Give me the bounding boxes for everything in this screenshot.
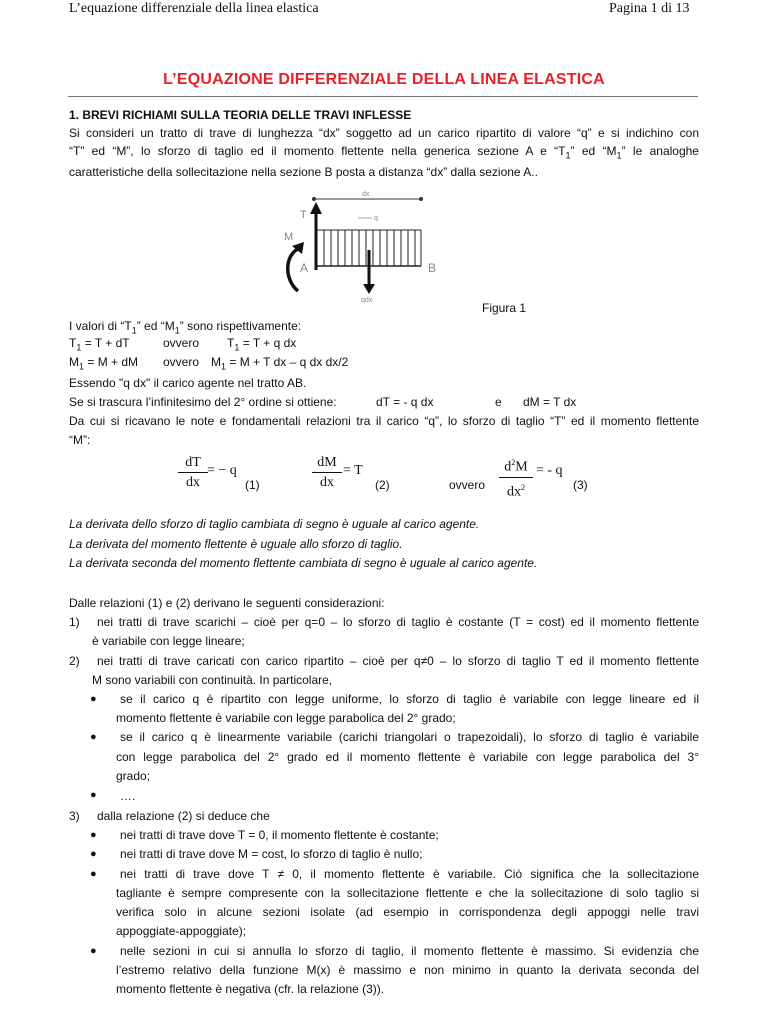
t1-definition: $T_1 = T$ + dT xyxy=(69,336,130,353)
bullet-2-line-2: con legge parabolica del 2° grado ed il momento flettente è variabile con legge parabolica del 3° xyxy=(116,750,699,764)
equation-2-tag: (2) xyxy=(375,478,390,492)
shear-force-arrowhead xyxy=(310,202,322,214)
dx-dimension-end xyxy=(419,197,423,201)
sub-bullet-4-line-2: l’estremo relativo della funzione M(x) è massimo e non minimo in quanto la derivata seconda del xyxy=(116,963,699,977)
and-word: e xyxy=(495,395,502,409)
equation-1-tag: (1) xyxy=(245,478,260,492)
bullet-icon: ● xyxy=(90,829,97,841)
italic-statement-1: La derivata dello sforzo di taglio cambiata di segno è uguale al carico agente. xyxy=(69,517,480,531)
qdx-label: qdx xyxy=(361,297,373,304)
equation-1-fraction: dT dx xyxy=(178,455,208,491)
item-2-line-2: M sono variabili con continuità. In particolare, xyxy=(92,673,333,687)
page-number: Pagina 1 di 13 xyxy=(609,1,690,16)
paragraph-line: “T” ed “M”, lo sforzo di taglio ed il momento flettente nella generica sezione A e “$T_1$” ed “$M_1$” le analoghe xyxy=(69,144,699,161)
sub-bullet-3-line-1: nei tratti di trave dove T ≠ 0, il momento flettente è variabile. Ciò significa che la sollecitazione xyxy=(120,867,699,881)
figure-caption: Figura 1 xyxy=(482,301,527,315)
item-3-line-1: dalla relazione (2) si deduce che xyxy=(97,809,270,823)
item-1-line-2: è variabile con legge lineare; xyxy=(92,634,245,648)
bullet-icon: ● xyxy=(90,945,97,957)
values-intro: I valori di “$T_1$” ed “$M_1$” sono rispettivamente: xyxy=(69,319,302,336)
m1-ovvero: ovvero xyxy=(163,355,200,369)
beam-element-figure xyxy=(280,188,460,308)
equation-2-rhs: = T xyxy=(343,463,363,478)
item-1-line-1: nei tratti di trave scarichi – cioè per q=0 – lo sforzo di taglio è costante (T = cost) ed il momento flettente xyxy=(97,615,699,629)
sub-bullet-1: nei tratti di trave dove T = 0, il momento flettente è costante; xyxy=(120,828,439,842)
essendo-line: Essendo "q dx" il carico agente nel tratto AB. xyxy=(69,376,307,390)
dx-dimension-start xyxy=(312,197,316,201)
equation-2-fraction: dM dx xyxy=(312,455,342,491)
bullet-icon: ● xyxy=(90,848,97,860)
bullet-icon: ● xyxy=(90,789,97,801)
list-number-3: 3) xyxy=(69,809,80,823)
sub-bullet-2: nei tratti di trave dove M = cost, lo sforzo di taglio è nullo; xyxy=(120,847,423,861)
sub-bullet-3-line-4: appoggiate-appoggiate); xyxy=(116,924,247,938)
trascura-line: Se si trascura l’infinitesimo del 2° ordine si ottiene: xyxy=(69,395,337,409)
paragraph-line: Si consideri un tratto di trave di lunghezza “dx” soggetto ad un carico ripartito di valore “q” e si indichino con xyxy=(69,126,699,140)
M-quote: “M”: xyxy=(69,433,91,447)
bullet-3-ellipsis: …. xyxy=(120,789,136,803)
paragraph-line: caratteristiche della sollecitazione nella sezione B posta a distanza “dx” dalla sezione A.. xyxy=(69,165,538,179)
title-rule xyxy=(68,96,698,97)
bullet-icon: ● xyxy=(90,731,97,743)
dacui-line: Da cui si ricavano le note e fondamentali relazioni tra il carico “q”, lo sforzo di taglio “T” ed il momento flettente xyxy=(69,414,699,428)
considerations-intro: Dalle relazioni (1) e (2) derivano le seguenti considerazioni: xyxy=(69,596,385,610)
equations-ovvero: ovvero xyxy=(449,478,486,492)
equation-3-fraction: $d^2M$ $dx^2$ xyxy=(499,455,533,500)
dM-relation: dM = T dx xyxy=(523,395,577,409)
list-number-1: 1) xyxy=(69,615,80,629)
sub-bullet-4-line-1: nelle sezioni in cui si annulla lo sforzo di taglio, il momento flettente è massimo. Si evidenzia che xyxy=(120,944,699,958)
dT-relation: dT = - q dx xyxy=(376,395,434,409)
t1-alternative: $T_1 = T + q$ dx xyxy=(227,336,297,353)
dx-label: dx xyxy=(362,191,370,198)
q-label: q xyxy=(374,215,378,222)
sub-bullet-3-line-2: tagliante è sempre compresente con la sollecitazione flettente e che la sollecitazione di solo taglio si xyxy=(116,886,699,900)
T-label: T xyxy=(300,209,307,221)
moment-arrow xyxy=(288,248,300,291)
document-title: L’EQUAZIONE DIFFERENZIALE DELLA LINEA ELASTICA xyxy=(163,71,605,88)
list-number-2: 2) xyxy=(69,654,80,668)
M-label: M xyxy=(284,231,294,243)
bullet-2-line-3: grado; xyxy=(116,769,151,783)
t1-ovvero: ovvero xyxy=(163,336,200,350)
equation-3-tag: (3) xyxy=(573,478,588,492)
running-header-title: L’equazione differenziale della linea elastica xyxy=(69,1,319,16)
italic-statement-3: La derivata seconda del momento flettente cambiata di segno è uguale al carico agente. xyxy=(69,556,538,570)
sub-bullet-4-line-3: momento flettente è negativa (cfr. la relazione (3)). xyxy=(116,982,385,996)
bullet-icon: ● xyxy=(90,868,97,880)
m1-definition: $M_1 = M$ + dM xyxy=(69,355,139,372)
sub-bullet-3-line-3: verifica solo in alcune sezioni isolate (ad esempio in corrispondenza degli appoggi nelle travi xyxy=(116,905,699,919)
A-label: A xyxy=(300,261,309,275)
bullet-icon: ● xyxy=(90,693,97,705)
section-heading: 1. BREVI RICHIAMI SULLA TEORIA DELLE TRAVI INFLESSE xyxy=(69,108,412,122)
item-2-line-1: nei tratti di trave caricati con carico ripartito – cioè per q≠0 – lo sforzo di taglio T ed il momento flettente xyxy=(97,654,699,668)
bullet-1-line-1: se il carico q è ripartito con legge uniforme, lo sforzo di taglio è variabile con legge lineare ed il xyxy=(120,692,699,706)
equation-3-rhs: = - q xyxy=(536,463,563,478)
italic-statement-2: La derivata del momento flettente è uguale allo sforzo di taglio. xyxy=(69,537,403,551)
bullet-2-line-1: se il carico q è linearmente variabile (carichi triangolari o trapezoidali), lo sforzo di taglio è variabile xyxy=(120,730,699,744)
m1-alternative: $M_1 = M + T$ dx – q dx dx/2 xyxy=(211,355,349,372)
equation-1-rhs: = − q xyxy=(207,463,237,478)
resultant-arrowhead xyxy=(363,284,375,294)
bullet-1-line-2: momento flettente è variabile con legge parabolica del 2° grado; xyxy=(116,711,456,725)
B-label: B xyxy=(428,261,437,275)
